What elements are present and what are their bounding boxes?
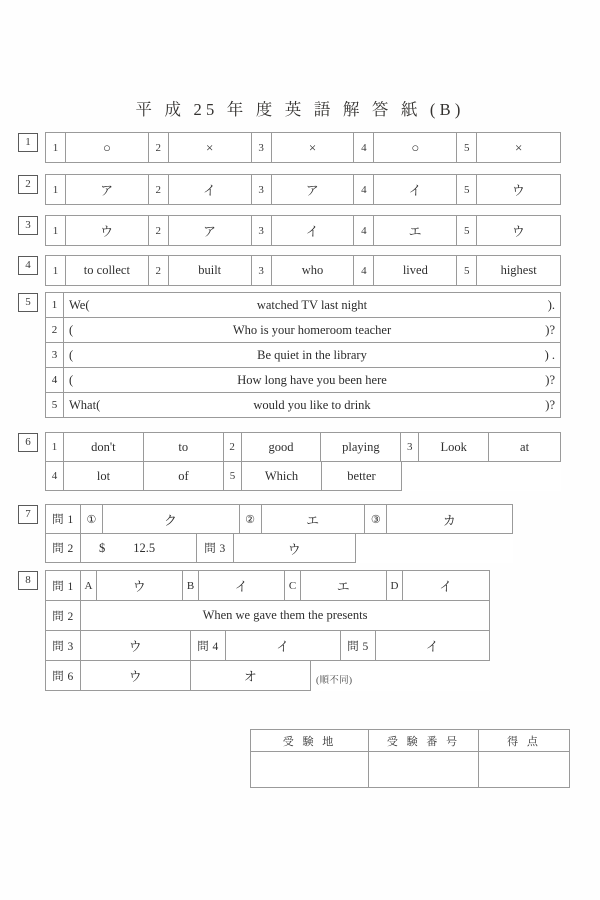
answer-cell[interactable]: ウ xyxy=(97,571,183,600)
sentence-suffix: ) . xyxy=(544,347,555,362)
sentence-prefix: What( xyxy=(69,397,101,412)
column-header-score: 得 点 xyxy=(479,730,570,751)
table-row xyxy=(46,318,561,343)
column-header-exam-number: 受 験 番 号 xyxy=(369,730,479,751)
exam-site-field[interactable] xyxy=(251,752,369,787)
section-3-table xyxy=(45,215,561,246)
item-number: 4 xyxy=(46,462,64,491)
sentence-answer-cell[interactable] xyxy=(64,393,561,417)
section-badge-8: 8 xyxy=(18,571,38,590)
word-cell[interactable]: lot xyxy=(64,462,144,491)
table-value-row xyxy=(251,752,570,788)
answer-cell[interactable]: built xyxy=(169,256,252,285)
section-badge-6: 6 xyxy=(18,433,38,452)
word-cell[interactable]: playing xyxy=(321,433,401,461)
marker-d: D xyxy=(387,571,403,600)
item-number: 3 xyxy=(252,175,272,204)
answer-cell-sentence[interactable]: When we gave them the presents xyxy=(81,601,490,630)
sentence-answer-cell[interactable] xyxy=(64,293,561,317)
item-number: 4 xyxy=(354,216,374,245)
marker-b: B xyxy=(183,571,199,600)
answer-cell-amount[interactable] xyxy=(81,534,197,563)
item-number: 2 xyxy=(149,256,169,285)
table-row xyxy=(46,601,490,631)
examinee-score-table xyxy=(250,729,570,788)
question-label-5: 問 5 xyxy=(341,631,376,660)
answer-cell[interactable]: ク xyxy=(103,505,240,533)
item-number: 3 xyxy=(252,256,272,285)
answer-cell[interactable]: × xyxy=(169,133,252,162)
sentence-answer-cell[interactable] xyxy=(64,368,561,392)
sentence-prefix: We( xyxy=(69,297,90,312)
sentence-answer: How long have you been here xyxy=(237,372,387,387)
item-number: 5 xyxy=(457,216,477,245)
item-number: 3 xyxy=(252,216,272,245)
answer-cell[interactable]: to collect xyxy=(66,256,149,285)
item-number: 2 xyxy=(46,318,64,342)
table-row xyxy=(46,661,311,691)
section-badge-7: 7 xyxy=(18,505,38,524)
table-row xyxy=(46,216,561,246)
marker-circled-1: ① xyxy=(81,505,103,533)
section-7-table xyxy=(45,504,513,563)
word-cell[interactable]: Which xyxy=(242,462,322,491)
sentence-answer: would you like to drink xyxy=(253,397,371,412)
answer-cell[interactable]: ウ xyxy=(477,216,561,245)
section-4-table xyxy=(45,255,561,286)
answer-cell[interactable]: オ xyxy=(191,661,311,691)
item-number: 5 xyxy=(224,462,242,491)
marker-a: A xyxy=(81,571,97,600)
answer-cell[interactable]: ウ xyxy=(234,534,356,563)
item-number: 4 xyxy=(354,133,374,162)
sentence-prefix: ( xyxy=(69,322,74,337)
item-number: 3 xyxy=(252,133,272,162)
answer-cell[interactable]: who xyxy=(272,256,355,285)
word-cell[interactable]: at xyxy=(489,433,561,461)
amount-value: 12.5 xyxy=(133,540,156,555)
table-row xyxy=(46,631,490,661)
section-badge-2: 2 xyxy=(18,175,38,194)
sentence-answer-cell[interactable] xyxy=(64,318,561,342)
sentence-suffix: ). xyxy=(547,297,555,312)
section-1-table xyxy=(45,132,561,163)
answer-cell[interactable]: イ xyxy=(169,175,252,204)
question-label-4: 問 4 xyxy=(191,631,226,660)
sentence-prefix: ( xyxy=(69,372,74,387)
answer-cell[interactable]: ア xyxy=(272,175,355,204)
item-number: 2 xyxy=(149,216,169,245)
sentence-suffix: )? xyxy=(545,322,555,337)
item-number: 5 xyxy=(457,175,477,204)
answer-cell[interactable]: ア xyxy=(169,216,252,245)
table-row xyxy=(46,133,561,163)
sentence-suffix: )? xyxy=(545,372,555,387)
answer-cell[interactable]: エ xyxy=(374,216,457,245)
answer-cell[interactable]: ウ xyxy=(81,631,191,660)
sentence-answer: Who is your homeroom teacher xyxy=(232,322,392,337)
answer-cell[interactable]: イ xyxy=(374,175,457,204)
question-label-6: 問 6 xyxy=(46,661,81,691)
question-label-1: 問 1 xyxy=(46,571,81,600)
table-row xyxy=(46,175,561,205)
question-label-1: 問 1 xyxy=(46,505,81,533)
marker-circled-2: ② xyxy=(240,505,262,533)
exam-number-field[interactable] xyxy=(369,752,479,787)
sentence-answer-cell[interactable] xyxy=(64,343,561,367)
table-row xyxy=(46,571,490,601)
word-cell[interactable]: better xyxy=(322,462,402,491)
order-irrelevant-note: (順不同) xyxy=(316,676,353,686)
answer-cell[interactable]: × xyxy=(272,133,355,162)
answer-cell[interactable]: ウ xyxy=(66,216,149,245)
table-row xyxy=(46,256,561,286)
table-row xyxy=(46,393,561,418)
table-row xyxy=(46,462,402,491)
word-cell[interactable]: of xyxy=(144,462,224,491)
answer-cell[interactable]: イ xyxy=(199,571,285,600)
section-5-table xyxy=(45,292,561,418)
section-6-table xyxy=(45,432,561,491)
column-header-exam-site: 受 験 地 xyxy=(251,730,369,751)
answer-cell[interactable]: × xyxy=(477,133,561,162)
section-badge-3: 3 xyxy=(18,216,38,235)
item-number: 3 xyxy=(401,433,419,461)
item-number: 5 xyxy=(457,133,477,162)
item-number: 1 xyxy=(46,216,66,245)
answer-cell[interactable]: イ xyxy=(272,216,355,245)
word-cell[interactable]: Look xyxy=(419,433,489,461)
item-number: 1 xyxy=(46,433,64,461)
word-cell[interactable]: don't xyxy=(64,433,144,461)
item-number: 1 xyxy=(46,175,66,204)
item-number: 1 xyxy=(46,256,66,285)
question-label-3: 問 3 xyxy=(46,631,81,660)
table-row xyxy=(46,534,356,563)
marker-c: C xyxy=(285,571,301,600)
answer-cell[interactable]: カ xyxy=(387,505,513,533)
section-2-table xyxy=(45,174,561,205)
answer-cell[interactable]: ウ xyxy=(81,661,191,691)
answer-cell[interactable]: ○ xyxy=(374,133,457,162)
word-cell[interactable]: to xyxy=(144,433,224,461)
answer-cell[interactable]: イ xyxy=(376,631,490,660)
sentence-prefix: ( xyxy=(69,347,74,362)
item-number: 2 xyxy=(149,175,169,204)
table-row xyxy=(46,293,561,318)
table-row xyxy=(46,368,561,393)
page-title: 平 成 25 年 度 英 語 解 答 紙 (B) xyxy=(135,100,465,119)
sentence-answer: Be quiet in the library xyxy=(257,347,367,362)
table-row xyxy=(46,505,513,534)
answer-cell[interactable]: ○ xyxy=(66,133,149,162)
item-number: 1 xyxy=(46,133,66,162)
section-badge-1: 1 xyxy=(18,133,38,152)
answer-cell[interactable]: ウ xyxy=(477,175,561,204)
word-cell[interactable]: good xyxy=(242,433,322,461)
answer-cell[interactable]: lived xyxy=(374,256,457,285)
answer-cell[interactable]: エ xyxy=(301,571,387,600)
sentence-answer: watched TV last night xyxy=(256,297,368,312)
section-badge-5: 5 xyxy=(18,293,38,312)
item-number: 4 xyxy=(46,368,64,392)
answer-cell[interactable]: ア xyxy=(66,175,149,204)
table-row xyxy=(46,433,561,462)
answer-cell[interactable]: エ xyxy=(262,505,366,533)
answer-cell[interactable]: highest xyxy=(477,256,561,285)
item-number: 4 xyxy=(354,175,374,204)
item-number: 4 xyxy=(354,256,374,285)
table-row xyxy=(46,343,561,368)
item-number: 1 xyxy=(46,293,64,317)
currency-symbol: $ xyxy=(99,540,106,555)
table-header-row xyxy=(251,730,570,752)
item-number: 5 xyxy=(46,393,64,417)
section-8-table xyxy=(45,570,490,691)
item-number: 2 xyxy=(149,133,169,162)
question-label-3: 問 3 xyxy=(197,534,234,563)
answer-cell[interactable]: イ xyxy=(226,631,341,660)
marker-circled-3: ③ xyxy=(365,505,387,533)
item-number: 5 xyxy=(457,256,477,285)
section-badge-4: 4 xyxy=(18,256,38,275)
question-label-2: 問 2 xyxy=(46,601,81,630)
answer-cell[interactable]: イ xyxy=(403,571,490,600)
item-number: 2 xyxy=(224,433,242,461)
question-label-2: 問 2 xyxy=(46,534,81,563)
score-field[interactable] xyxy=(479,752,570,787)
item-number: 3 xyxy=(46,343,64,367)
sentence-suffix: )? xyxy=(545,397,555,412)
